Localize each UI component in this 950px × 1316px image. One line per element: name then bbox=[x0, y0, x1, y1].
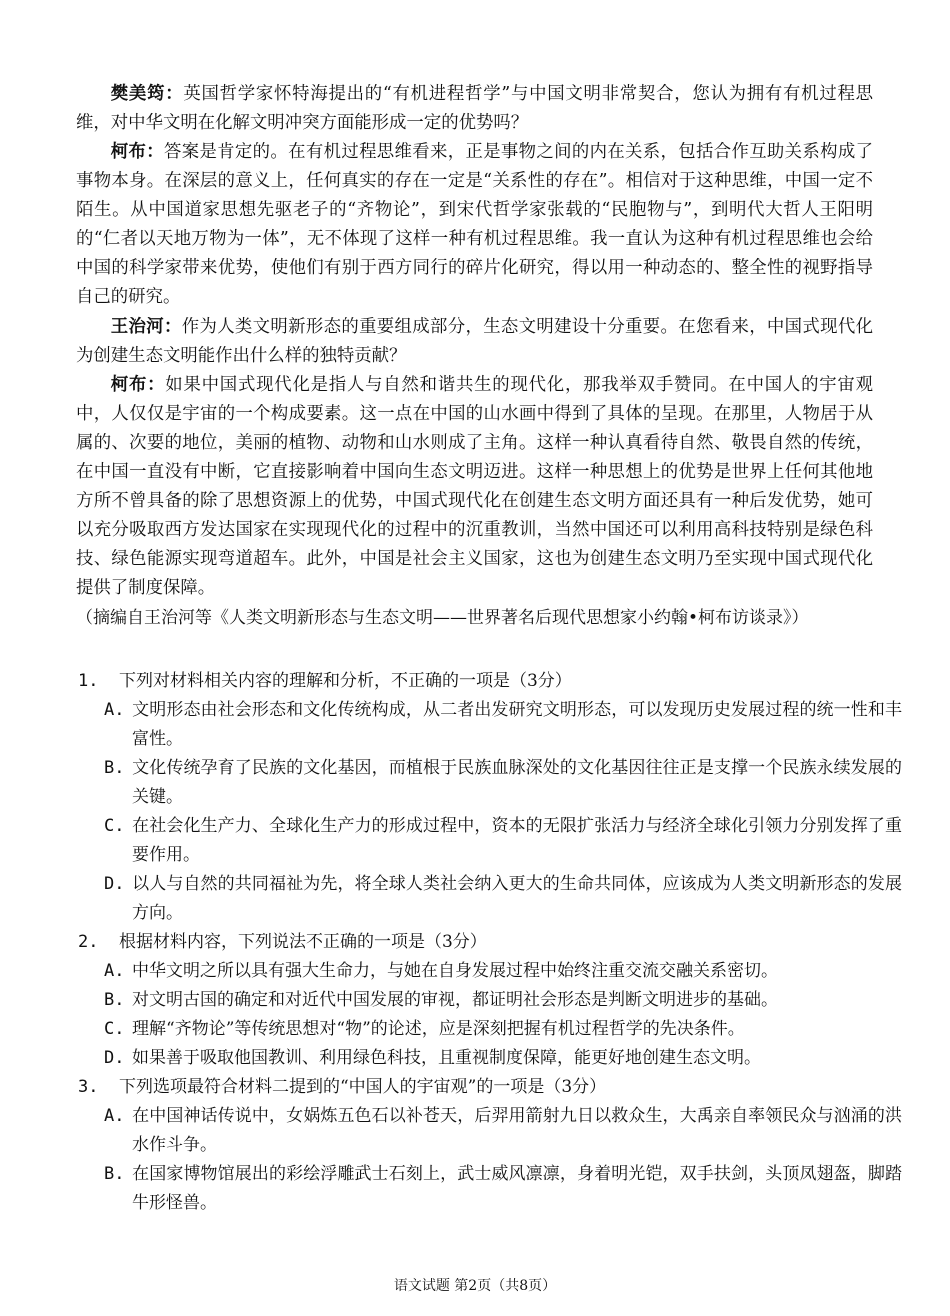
source-citation: （摘编自王治河等《人类文明新形态与生态文明——世界著名后现代思想家小约翰•柯布访谈录》） bbox=[76, 608, 809, 628]
question-option bbox=[104, 870, 902, 928]
question-number: 1. bbox=[78, 671, 99, 691]
option-text: 在国家博物馆展出的彩绘浮雕武士石刻上，武士威风凛凛，身着明光铠，双手扶剑，头顶凤翅盔，脚踏牛形怪兽。 bbox=[132, 1164, 902, 1213]
question-option bbox=[104, 1044, 902, 1073]
option-letter: A. bbox=[104, 961, 125, 981]
question-text: 根据材料内容，下列说法不正确的一项是（3分） bbox=[118, 932, 487, 952]
speaker-name: 柯布： bbox=[110, 375, 166, 395]
question-number: 2. bbox=[78, 932, 99, 952]
option-text: 中华文明之所以具有强大生命力，与她在自身发展过程中始终注重交流交融关系密切。 bbox=[132, 961, 778, 981]
question-number: 3. bbox=[78, 1077, 99, 1097]
question-option bbox=[104, 1160, 902, 1218]
option-text: 文化传统孕育了民族的文化基因，而植根于民族血脉深处的文化基因往往正是支撑一个民族永续发展的关键。 bbox=[132, 758, 902, 807]
option-text: 以人与自然的共同福祉为先，将全球人类社会纳入更大的生命共同体，应该成为人类文明新形态的发展方向。 bbox=[132, 874, 902, 923]
speaker-name: 樊美筠： bbox=[110, 84, 184, 104]
option-text: 在中国神话传说中，女娲炼五色石以补苍天，后羿用箭射九日以救众生，大禹亲自率领民众与汹涌的洪水作斗争。 bbox=[132, 1106, 902, 1155]
question-option bbox=[104, 1102, 902, 1160]
dialogue-text: 答案是肯定的。在有机过程思维看来，正是事物之间的内在关系，包括合作互助关系构成了事物本身。在深层的意义上，任何真实的存在一定是“关系性的存在”。相信对于这种思维，中国一定不陌生。从中国道家思想先驱老子的“齐物论”，到宋代哲学家张载的“民胞物与”，到明代大哲人王阳明的“仁者以天地万物为一体”，无不体现了这样一种有机过程思维。我一直认为这种有机过程思维也会给中国的科学家带来优势，使他们有别于西方同行的碎片化研究，得以用一种动态的、整全性的视野指导自己的研究。 bbox=[76, 142, 873, 307]
dialogue-paragraph bbox=[76, 313, 873, 371]
question-option bbox=[104, 812, 902, 870]
dialogue-paragraph bbox=[76, 371, 873, 603]
option-letter: C. bbox=[104, 816, 125, 836]
question-option bbox=[104, 957, 902, 986]
option-text: 如果善于吸取他国教训、利用绿色科技，且重视制度保障，能更好地创建生态文明。 bbox=[132, 1048, 761, 1068]
question-option bbox=[104, 986, 902, 1015]
question-option bbox=[104, 754, 902, 812]
question-option bbox=[104, 696, 902, 754]
page-footer: 语文试题 第2页（共8页） bbox=[393, 1278, 557, 1294]
option-letter: B. bbox=[104, 1164, 125, 1184]
question-stem bbox=[78, 1073, 878, 1102]
dialogue-text: 如果中国式现代化是指人与自然和谐共生的现代化，那我举双手赞同。在中国人的宇宙观中，人仅仅是宇宙的一个构成要素。这一点在中国的山水画中得到了具体的呈现。在那里，人物居于从属的、次要的地位，美丽的植物、动物和山水则成了主角。这样一种认真看待自然、敬畏自然的传统，在中国一直没有中断，它直接影响着中国向生态文明迈进。这样一种思想上的优势是世界上任何其他地方所不曾具备的除了思想资源上的优势，中国式现代化在创建生态文明方面还具有一种后发优势，她可以充分吸取西方发达国家在实现现代化的过程中的沉重教训，当然中国还可以利用高科技特别是绿色科技、绿色能源实现弯道超车。此外，中国是社会主义国家，这也为创建生态文明乃至实现中国式现代化提供了制度保障。 bbox=[76, 375, 873, 598]
dialogue-text: 作为人类文明新形态的重要组成部分，生态文明建设十分重要。在您看来，中国式现代化为创建生态文明能作出什么样的独特贡献？ bbox=[76, 317, 873, 366]
dialogue-text: 英国哲学家怀特海提出的“有机进程哲学”与中国文明非常契合，您认为拥有有机过程思维，对中华文明在化解文明冲突方面能形成一定的优势吗？ bbox=[76, 84, 873, 133]
question-text: 下列选项最符合材料二提到的“中国人的宇宙观”的一项是（3分） bbox=[118, 1077, 607, 1097]
question-option bbox=[104, 1015, 902, 1044]
dialogue-paragraph bbox=[76, 80, 873, 138]
speaker-name: 王治河： bbox=[110, 317, 182, 337]
option-letter: D. bbox=[104, 1048, 125, 1068]
option-letter: A. bbox=[104, 700, 125, 720]
option-text: 文明形态由社会形态和文化传统构成，从二者出发研究文明形态，可以发现历史发展过程的统一性和丰富性。 bbox=[132, 700, 902, 749]
question-stem bbox=[78, 928, 878, 957]
option-text: 在社会化生产力、全球化生产力的形成过程中，资本的无限扩张活力与经济全球化引领力分别发挥了重要作用。 bbox=[132, 816, 902, 865]
speaker-name: 柯布： bbox=[110, 142, 164, 162]
option-letter: C. bbox=[104, 1019, 125, 1039]
option-letter: B. bbox=[104, 758, 125, 778]
option-text: 对文明古国的确定和对近代中国发展的审视，都证明社会形态是判断文明进步的基础。 bbox=[132, 990, 778, 1010]
option-letter: D. bbox=[104, 874, 125, 894]
dialogue-paragraph bbox=[76, 138, 873, 312]
question-stem bbox=[78, 667, 878, 696]
option-letter: B. bbox=[104, 990, 125, 1010]
option-letter: A. bbox=[104, 1106, 125, 1126]
option-text: 理解“齐物论”等传统思想对“物”的论述，应是深刻把握有机过程哲学的先决条件。 bbox=[132, 1019, 745, 1039]
question-text: 下列对材料相关内容的理解和分析，不正确的一项是（3分） bbox=[118, 671, 572, 691]
